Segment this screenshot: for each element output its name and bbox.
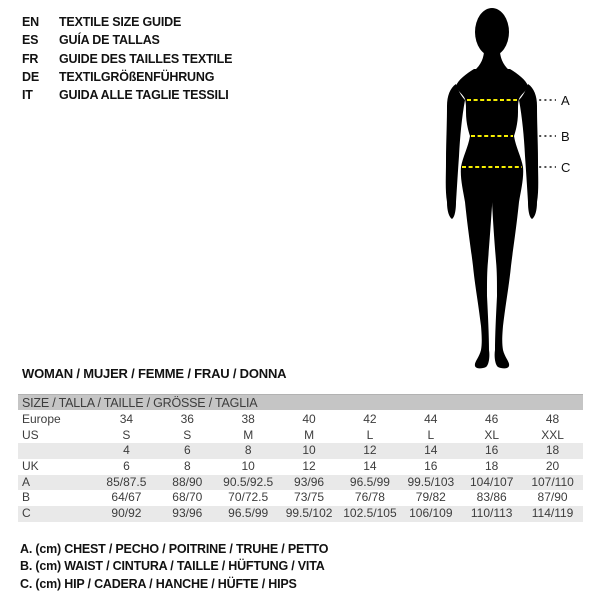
legend-item: B. (cm) WAIST / CINTURA / TAILLE / HÜFTUNG / VITA <box>20 559 325 574</box>
size-cell: 6 <box>123 459 130 474</box>
language-label: GUIDA ALLE TAGLIE TESSILI <box>59 88 229 103</box>
size-cell: 90.5/92.5 <box>223 474 274 489</box>
language-code: FR <box>22 51 39 66</box>
marker-label-hip: C <box>561 160 571 175</box>
size-table <box>18 394 583 522</box>
table-row <box>18 475 583 491</box>
language-row <box>22 50 232 68</box>
size-cell: S <box>122 427 131 442</box>
table-row <box>18 459 583 475</box>
row-label: C <box>22 506 31 521</box>
language-label: GUIDE DES TAILLES TEXTILE <box>59 51 233 66</box>
language-label: TEXTILGRÖßENFÜHRUNG <box>59 69 215 84</box>
size-cell: 8 <box>244 443 252 458</box>
size-cell: 99.5/102 <box>285 506 333 521</box>
language-label: GUÍA DE TALLAS <box>59 33 160 48</box>
size-cell: 68/70 <box>172 490 203 505</box>
size-cell: 76/78 <box>354 490 385 505</box>
size-cell: 83/86 <box>476 490 507 505</box>
size-cell: 38 <box>241 412 255 426</box>
language-row <box>22 31 232 49</box>
size-cell: 114/119 <box>531 506 574 521</box>
size-cell: 14 <box>424 443 438 458</box>
size-cell: 85/87.5 <box>106 474 147 489</box>
language-row <box>22 86 232 104</box>
size-cell: M <box>243 427 254 442</box>
size-cell: 110/113 <box>470 506 513 521</box>
table-header: SIZE / TALLA / TAILLE / GRÖSSE / TAGLIA <box>18 394 583 410</box>
size-cell: 93/96 <box>294 474 325 489</box>
language-code: EN <box>22 15 39 29</box>
size-cell: 79/82 <box>415 490 446 505</box>
row-label: B <box>22 490 31 505</box>
size-cell: 20 <box>545 459 560 474</box>
size-cell: 90/92 <box>111 506 142 521</box>
language-label: TEXTILE SIZE GUIDE <box>59 15 182 29</box>
size-cell: 12 <box>363 443 377 458</box>
language-list <box>22 13 232 104</box>
language-code: DE <box>22 69 39 84</box>
table-row <box>18 412 583 428</box>
table-row <box>18 506 583 522</box>
size-cell: M <box>304 427 315 442</box>
size-cell: 106/109 <box>409 506 453 521</box>
size-cell: 99.5/103 <box>407 474 455 489</box>
size-cell: S <box>183 427 192 442</box>
section-title: WOMAN / MUJER / FEMME / FRAU / DONNA <box>22 366 287 381</box>
size-cell: 18 <box>485 459 499 474</box>
size-cell: 87/90 <box>537 490 568 505</box>
size-cell: XL <box>484 427 500 442</box>
size-cell: 4 <box>123 443 130 458</box>
size-cell: 88/90 <box>172 474 203 489</box>
row-label: Europe <box>22 412 61 426</box>
size-cell: 10 <box>241 459 255 474</box>
table-row <box>18 428 583 444</box>
size-cell: 36 <box>180 412 194 426</box>
size-cell: 40 <box>302 412 316 426</box>
size-cell: 64/67 <box>111 490 142 505</box>
marker-label-waist: B <box>561 129 570 144</box>
size-cell: 8 <box>183 459 191 474</box>
table-row <box>18 443 583 459</box>
size-cell: 102.5/105 <box>343 506 397 521</box>
row-label <box>18 443 96 459</box>
size-cell: XXL <box>541 427 564 442</box>
size-cell: 48 <box>545 412 560 426</box>
row-label: A <box>22 474 31 489</box>
size-cell: 104/107 <box>469 474 514 489</box>
size-cell: 70/72.5 <box>228 490 269 505</box>
woman-silhouette-diagram <box>430 6 575 374</box>
size-cell: 93/96 <box>172 506 203 521</box>
size-cell: 46 <box>485 412 499 426</box>
legend-item: C. (cm) HIP / CADERA / HANCHE / HÜFTE / HIPS <box>20 576 297 591</box>
size-figure <box>430 6 575 374</box>
size-cell: 10 <box>302 443 316 458</box>
language-code: IT <box>22 88 33 103</box>
size-cell: 16 <box>485 443 499 458</box>
size-cell: 96.5/99 <box>349 474 390 489</box>
size-cell: 34 <box>119 412 134 426</box>
size-cell: 96.5/99 <box>228 506 269 521</box>
legend-list <box>20 541 328 593</box>
size-cell: 6 <box>183 443 191 458</box>
left-arm-silhouette <box>446 84 465 219</box>
size-table-body <box>18 412 583 522</box>
size-cell: 18 <box>545 443 560 458</box>
row-label: UK <box>22 459 39 474</box>
legend-item: A. (cm) CHEST / PECHO / POITRINE / TRUHE / PETTO <box>20 542 329 556</box>
row-label: US <box>22 427 39 442</box>
size-cell: L <box>366 427 374 442</box>
language-row <box>22 13 232 31</box>
size-cell: 42 <box>363 412 377 426</box>
marker-label-chest: A <box>561 93 570 108</box>
size-cell: 16 <box>424 459 438 474</box>
right-arm-silhouette <box>519 84 538 219</box>
size-cell: 14 <box>363 459 377 474</box>
size-cell: 73/75 <box>294 490 325 505</box>
size-cell: L <box>427 427 435 442</box>
size-cell: 12 <box>302 459 316 474</box>
language-code: ES <box>22 33 39 48</box>
torso-legs-silhouette <box>456 69 528 368</box>
size-cell: 44 <box>424 412 438 426</box>
language-row <box>22 68 232 86</box>
table-row <box>18 490 583 506</box>
size-cell: 107/110 <box>531 474 574 489</box>
